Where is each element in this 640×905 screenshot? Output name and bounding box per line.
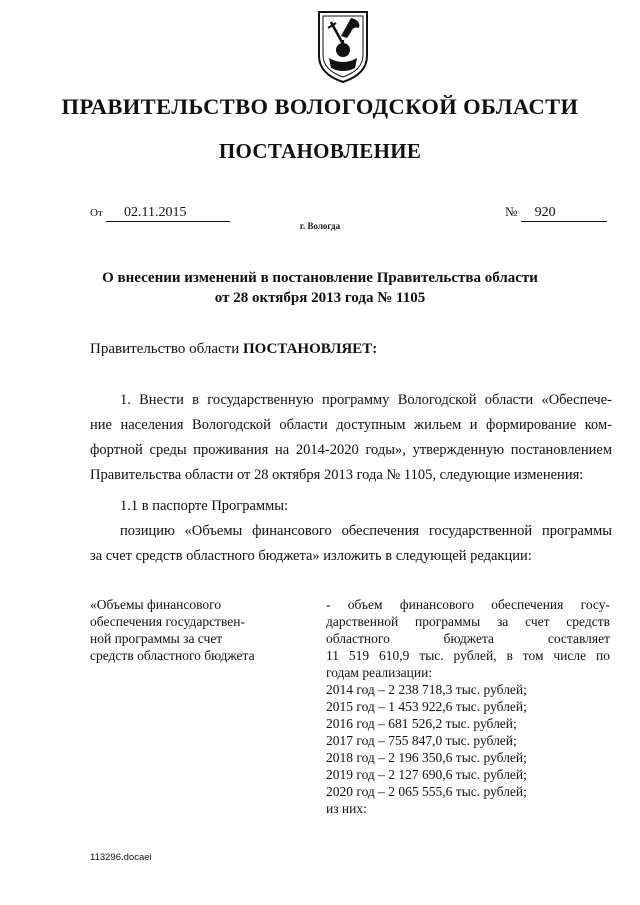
document-number [505, 204, 607, 222]
document-subject [60, 268, 580, 308]
date-value: 02.11.2015 [106, 205, 230, 222]
table-line: ной программы за счет [90, 631, 223, 646]
table-left-cell [90, 596, 290, 664]
table-line: 2018 год – 2 196 350,6 тыс. рублей; [326, 750, 527, 765]
resolution-intro [90, 341, 377, 358]
resolution-prefix: Правительство области [90, 341, 240, 357]
document-date [90, 204, 230, 222]
number-value: 920 [521, 205, 607, 222]
table-line: 2020 год – 2 065 555,6 тыс. рублей; [326, 784, 527, 799]
paragraph-line: Правительства области от 28 октября 2013 года № 1105, следующие изменения: [90, 467, 584, 483]
table-line: дарственной программы за счет средств [326, 614, 610, 629]
table-right-cell [326, 596, 610, 817]
coat-of-arms-icon [315, 8, 371, 86]
paragraph-line: за счет средств областного бюджета» изложить в следующей редакции: [90, 548, 532, 564]
paragraph-line: ние населения Вологодской области доступным жильем и формирование ком- [90, 417, 612, 433]
table-line: «Объемы финансового [90, 597, 222, 612]
subject-line: О внесении изменений в постановление Правительства области [102, 270, 538, 286]
table-line: 2019 год – 2 127 690,6 тыс. рублей; [326, 767, 527, 782]
paragraph-1 [90, 388, 612, 488]
table-line: обеспечения государствен- [90, 614, 245, 629]
table-line: средств областного бюджета [90, 648, 255, 663]
paragraph-line: 1. Внести в государственную программу Вологодской области «Обеспече- [120, 392, 612, 408]
city: г. Вологда [299, 221, 341, 231]
table-line: 11 519 610,9 тыс. рублей, в том числе по [326, 648, 610, 663]
resolution-keyword: ПОСТАНОВЛЯЕТ: [242, 341, 378, 357]
government-title: ПРАВИТЕЛЬСТВО ВОЛОГОДСКОЙ ОБЛАСТИ [61, 94, 579, 119]
table-line: 2016 год – 681 526,2 тыс. рублей; [326, 716, 517, 731]
table-line: - объем финансового обеспечения госу- [326, 597, 610, 612]
table-line: 2017 год – 755 847,0 тыс. рублей; [326, 733, 517, 748]
table-line: годам реализации: [326, 665, 433, 680]
table-line: из них: [326, 801, 367, 816]
date-label: От [90, 207, 103, 219]
table-line: областного бюджета составляет [326, 631, 610, 646]
paragraph-position [90, 519, 612, 569]
paragraph-line: фортной среды проживания на 2014-2020 годы», утвержденную постановлением [90, 442, 612, 458]
paragraph-line: позицию «Объемы финансового обеспечения государственной программы [120, 523, 612, 539]
table-line: 2014 год – 2 238 718,3 тыс. рублей; [326, 682, 527, 697]
subject-line: от 28 октября 2013 года № 1105 [214, 290, 426, 306]
paragraph-1-1: 1.1 в паспорте Программы: [120, 498, 289, 514]
document-type: ПОСТАНОВЛЕНИЕ [218, 139, 422, 163]
table-line: 2015 год – 1 453 922,6 тыс. рублей; [326, 699, 527, 714]
number-label: № [505, 204, 518, 219]
file-name: 113296.docaei [90, 852, 152, 863]
